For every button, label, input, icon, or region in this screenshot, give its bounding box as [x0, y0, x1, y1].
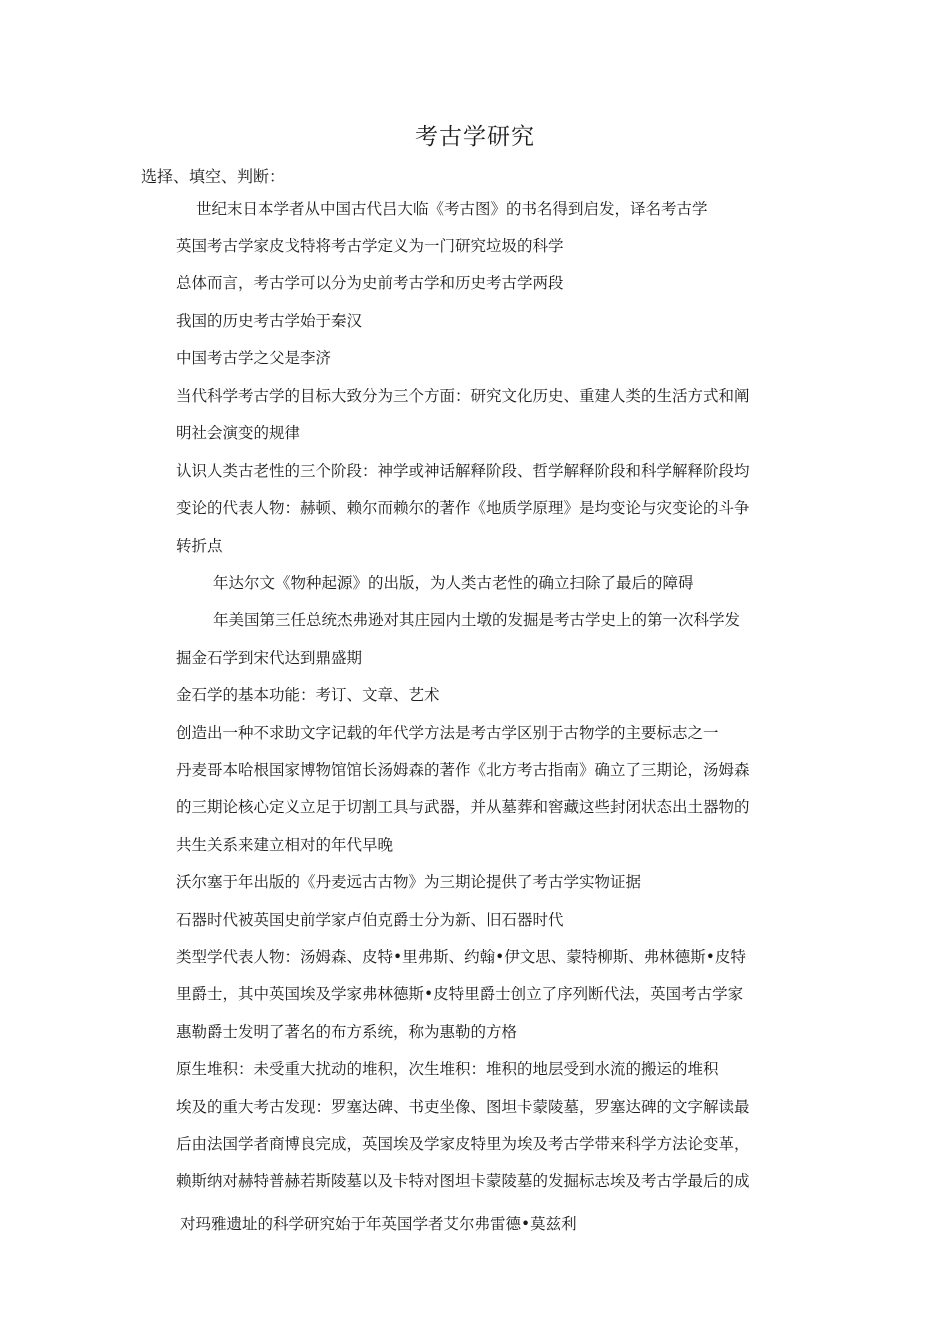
text-line: 金石学的基本功能：考订、文章、艺术 [176, 686, 440, 704]
text-line: 英国考古学家皮戈特将考古学定义为一门研究垃圾的科学 [176, 237, 564, 255]
text-line: 丹麦哥本哈根国家博物馆馆长汤姆森的著作《北方考古指南》确立了三期论，汤姆森 [176, 761, 750, 779]
page-title: 考古学研究 [415, 124, 535, 150]
text-line: 后由法国学者商博良完成，英国埃及学家皮特里为埃及考古学带来科学方法论变革， [176, 1135, 750, 1153]
text-line: 里爵士，其中英国埃及学家弗林德斯•皮特里爵士创立了序列断代法，英国考古学家 [176, 985, 744, 1003]
text-line: 我国的历史考古学始于秦汉 [176, 312, 363, 330]
text-line: 认识人类古老性的三个阶段：神学或神话解释阶段、哲学解释阶段和科学解释阶段均 [176, 462, 750, 480]
text-line: 惠勒爵士发明了著名的布方系统，称为惠勒的方格 [176, 1023, 518, 1041]
text-line: 沃尔塞于年出版的《丹麦远古古物》为三期论提供了考古学实物证据 [176, 873, 642, 891]
text-line: 中国考古学之父是李济 [176, 349, 332, 367]
text-line: 赖斯纳对赫特普赫若斯陵墓以及卡特对图坦卡蒙陵墓的发掘标志埃及考古学最后的成 [176, 1172, 750, 1190]
text-line: 共生关系来建立相对的年代早晚 [176, 836, 394, 854]
text-line: 总体而言，考古学可以分为史前考古学和历史考古学两段 [176, 274, 564, 292]
text-line: 变论的代表人物：赫顿、赖尔而赖尔的著作《地质学原理》是均变论与灾变论的斗争 [176, 499, 750, 517]
text-line: 的三期论核心定义立足于切割工具与武器，并从墓葬和窖藏这些封闭状态出土器物的 [176, 798, 750, 816]
text-line: 类型学代表人物：汤姆森、皮特•里弗斯、约翰•伊文思、蒙特柳斯、弗林德斯•皮特 [176, 948, 746, 966]
text-line: 年达尔文《物种起源》的出版，为人类古老性的确立扫除了最后的障碍 [213, 574, 694, 592]
text-line: 创造出一种不求助文字记载的年代学方法是考古学区别于古物学的主要标志之一 [176, 724, 719, 742]
text-line: 石器时代被英国史前学家卢伯克爵士分为新、旧石器时代 [176, 911, 564, 929]
text-line: 年美国第三任总统杰弗逊对其庄园内土墩的发掘是考古学史上的第一次科学发 [213, 611, 741, 629]
text-line: 明社会演变的规律 [176, 424, 301, 442]
text-line: 对玛雅遗址的科学研究始于年英国学者艾尔弗雷德•莫兹利 [180, 1215, 577, 1233]
text-line: 世纪末日本学者从中国古代吕大临《考古图》的书名得到启发，译名考古学 [196, 200, 708, 218]
section-heading: 选择、填空、判断： [141, 167, 286, 186]
text-line: 当代科学考古学的目标大致分为三个方面：研究文化历史、重建人类的生活方式和阐 [176, 387, 750, 405]
text-line: 原生堆积：未受重大扰动的堆积，次生堆积：堆积的地层受到水流的搬运的堆积 [176, 1060, 719, 1078]
text-line: 掘金石学到宋代达到鼎盛期 [176, 649, 363, 667]
text-line: 转折点 [176, 537, 223, 555]
text-line: 埃及的重大考古发现：罗塞达碑、书吏坐像、图坦卡蒙陵墓，罗塞达碑的文字解读最 [176, 1098, 750, 1116]
